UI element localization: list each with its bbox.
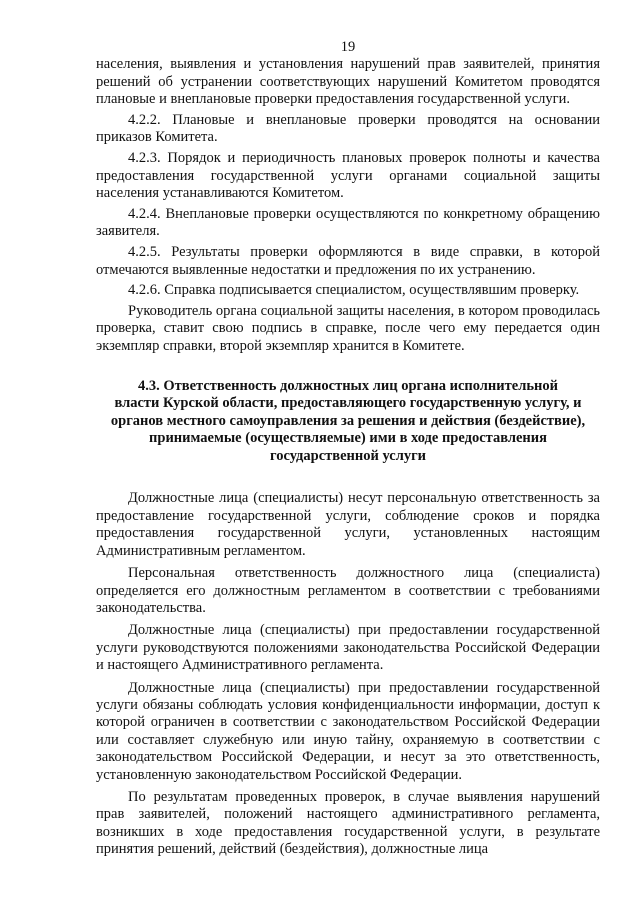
paragraph-inspection-results: По результатам проведенных проверок, в случае выявления нарушений прав заявителей, положений настоящего административного регламента, возникших в ходе предоставления государственной услуги, в результате принятия решений, действий (бездействия), должностные лица: [96, 788, 600, 858]
heading-line: органов местного самоуправления за решения и действия (бездействие),: [110, 412, 586, 429]
paragraph-continuation: населения, выявления и установления нарушений прав заявителей, принятия решений об устранении соответствующих нарушений Комитетом проводятся плановые и внеплановые проверки предоставления государственной услуги.: [96, 56, 600, 108]
heading-line: 4.3. Ответственность должностных лиц органа исполнительной: [138, 377, 558, 394]
section-4-2: [96, 56, 600, 356]
paragraph-4-2-6: 4.2.6. Справка подписывается специалистом, осуществлявшим проверку.: [128, 282, 580, 299]
paragraph-responsibility: Должностные лица (специалисты) несут персональную ответственность за предоставление государственной услуги, соблюдение сроков и порядка предоставления государственной услуги, установленных настоящим Административным регламентом.: [96, 490, 600, 559]
paragraph-4-2-4: 4.2.4. Внеплановые проверки осуществляются по конкретному обращению заявителя.: [96, 205, 600, 240]
heading-line: принимаемые (осуществляемые) ими в ходе предоставления: [149, 430, 547, 447]
section-4-3: [96, 490, 600, 858]
heading-line: власти Курской области, предоставляющего государственную услугу, и: [114, 395, 582, 412]
paragraph-head-signature: Руководитель органа социальной защиты населения, в котором проводилась проверка, ставит свою подпись в справке, после чего ему передается один экземпляр справки, второй экземпляр хранится в Комитете.: [96, 302, 600, 354]
paragraph-confidentiality: Должностные лица (специалисты) при предоставлении государственной услуги обязаны соблюдать условия конфиденциальности информации, доступ к которой ограничен в соответствии с законодательством Российской Федерации или составляет служебную или иную тайну, охраняемую в соответствии с законодательством Российской Федерации, и несут за это ответственность, установленную законодательством Российской Федерации.: [96, 679, 600, 783]
section-heading-4-3: [96, 378, 600, 466]
heading-line: государственной услуги: [269, 447, 427, 464]
page-number: 19: [340, 39, 356, 55]
paragraph-4-2-5: 4.2.5. Результаты проверки оформляются в виде справки, в которой отмечаются выявленные недостатки и предложения по их устранению.: [96, 243, 600, 278]
paragraph-4-2-2: 4.2.2. Плановые и внеплановые проверки проводятся на основании приказов Комитета.: [96, 111, 600, 146]
paragraph-personal-responsibility: Персональная ответственность должностного лица (специалиста) определяется его должностным регламентом в соответствии с требованиями законодательства.: [96, 565, 600, 616]
paragraph-legislation: Должностные лица (специалисты) при предоставлении государственной услуги руководствуются положениями законодательства Российской Федерации и настоящего Административного регламента.: [96, 622, 600, 674]
paragraph-4-2-3: 4.2.3. Порядок и периодичность плановых проверок полноты и качества предоставления государственной услуги органами социальной защиты населения устанавливаются Комитетом.: [96, 149, 600, 202]
